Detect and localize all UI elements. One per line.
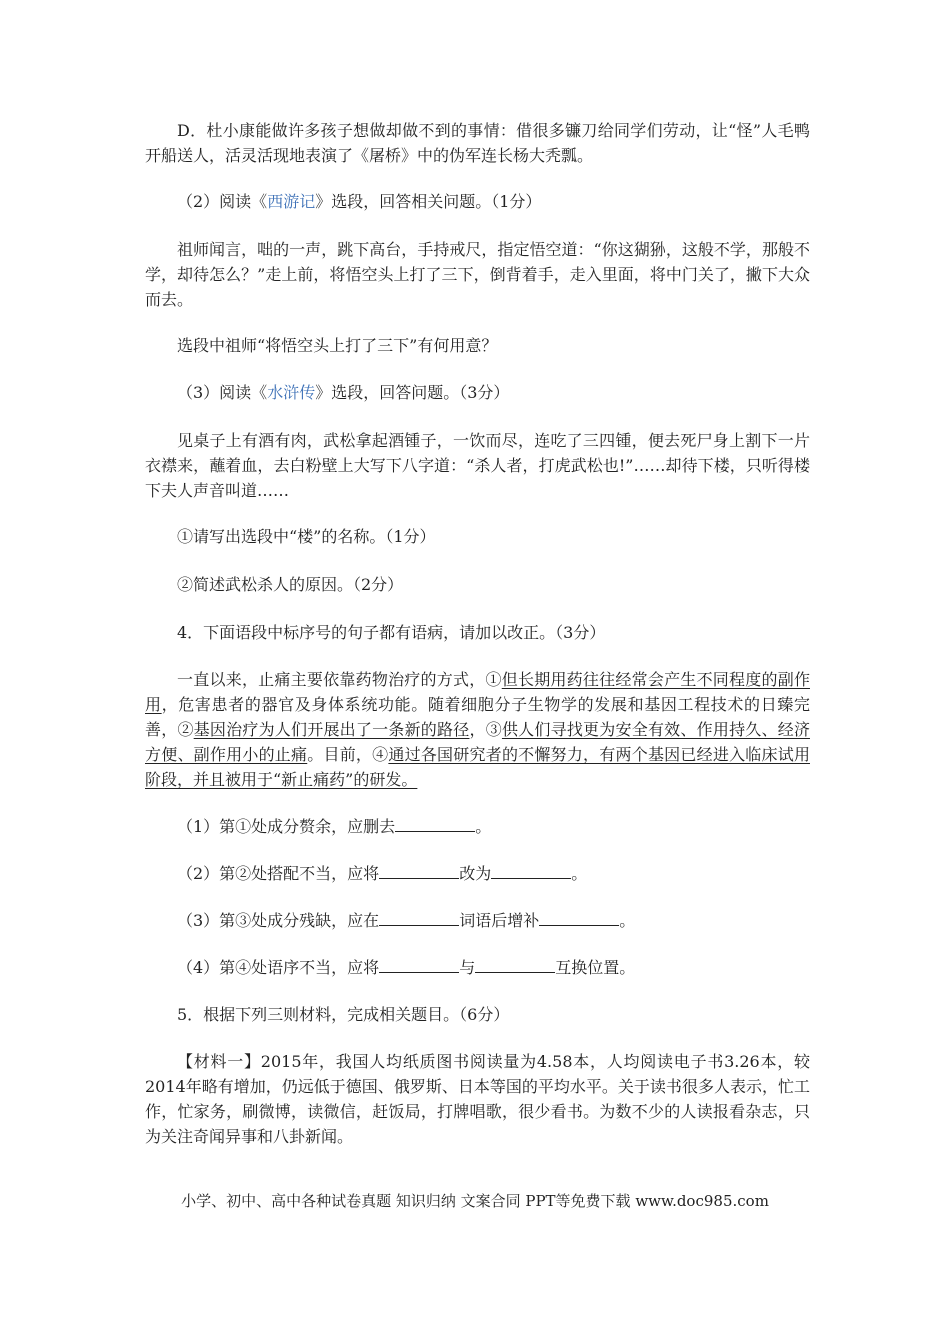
q4-sub-3-end: 。 <box>619 911 636 930</box>
q4-sub-1-end: 。 <box>475 817 492 836</box>
answer-blank[interactable] <box>379 924 459 926</box>
q4-sub-3-text: （3）第③处成分残缺，应在 <box>177 911 380 930</box>
shuihu-passage: 见桌子上有酒有肉，武松拿起酒锺子，一饮而尽，连吃了三四锺，便去死尸身上割下一片衣襟来，蘸着血，去白粉壁上大写下八字道：“杀人者，打虎武松也!”……却待下楼，只听得楼下夫人声音叫道…… <box>145 431 810 500</box>
q4-sub-2 <box>145 861 810 886</box>
q4-sentence-1: 但长期用药往往经常会产生不同程度的副作用 <box>145 670 810 714</box>
q4-sub-1 <box>145 814 810 839</box>
answer-blank[interactable] <box>395 830 475 832</box>
answer-blank[interactable] <box>475 971 555 973</box>
q4-text-2: ，危害患者的器官及身体系统功能。随着细胞分子生物学的发展和基因工程技术的日臻完善，② <box>145 695 810 739</box>
question-4-paragraph <box>145 667 810 792</box>
q3-prefix: （3）阅读《 <box>177 383 268 402</box>
q4-text-3: ，③ <box>469 720 502 739</box>
q2-suffix: 》选段，回答相关问题。（1分） <box>315 192 542 211</box>
q4-sentence-3: 供人们寻找更为安全有效、作用持久、经济方便、副作用小的止痛 <box>145 720 810 764</box>
q4-sub-2-text: （2）第②处搭配不当，应将 <box>177 864 380 883</box>
q4-sub-2-mid: 改为 <box>459 864 492 883</box>
answer-blank[interactable] <box>491 877 571 879</box>
shuihu-question-1: ①请写出选段中“楼”的名称。（1分） <box>177 527 436 546</box>
page-footer: 小学、初中、高中各种试卷真题 知识归纳 文案合同 PPT等免费下载 www.doc985.com <box>181 1192 769 1210</box>
material-1: 【材料一】2015年，我国人均纸质图书阅读量为4.58本，人均阅读电子书3.26本，较2014年略有增加，仍远低于德国、俄罗斯、日本等国的平均水平。关于读书很多人表示，忙工作，忙家务，刷微博，读微信，赶饭局，打牌唱歌，很少看书。为数不少的人读报看杂志，只为关注奇闻异事和八卦新闻。 <box>145 1052 810 1146</box>
q4-sub-4-mid: 与 <box>459 958 476 977</box>
shuihu-question-2: ②简述武松杀人的原因。（2分） <box>177 575 404 594</box>
xiyouji-question: 选段中祖师“将悟空头上打了三下”有何用意？ <box>177 336 498 355</box>
xiyouji-passage: 祖师闻言，咄的一声，跳下高台，手持戒尺，指定悟空道：“你这猢狲，这般不学，那般不学，却待怎么？”走上前，将悟空头上打了三下，倒背着手，走入里面，将中门关了，撇下大众而去。 <box>145 240 810 309</box>
question-2-title <box>145 189 810 214</box>
option-d: D．杜小康能做许多孩子想做却做不到的事情：借很多镰刀给同学们劳动，让“怪”人毛鸭开船送人，活灵活现地表演了《屠桥》中的伪军连长杨大秃瓢。 <box>145 121 810 165</box>
q4-text-4: 。目前，④ <box>307 745 389 764</box>
answer-blank[interactable] <box>539 924 619 926</box>
question-3-title <box>145 380 810 405</box>
answer-blank[interactable] <box>379 971 459 973</box>
q4-sentence-2: 基因治疗为人们开展出了一条新的路径 <box>193 720 470 739</box>
q4-sentence-4: 通过各国研究者的不懈努力，有两个基因已经进入临床试用阶段，并且被用于“新止痛药”的研发。 <box>145 745 810 789</box>
q2-prefix: （2）阅读《 <box>177 192 268 211</box>
q4-sub-2-end: 。 <box>571 864 588 883</box>
q4-sub-3 <box>145 908 810 933</box>
q4-text-1: 一直以来，止痛主要依靠药物治疗的方式，① <box>177 670 502 689</box>
answer-blank[interactable] <box>379 877 459 879</box>
question-4-title: 4．下面语段中标序号的句子都有语病，请加以改正。（3分） <box>177 623 606 642</box>
shuihuzhuan-link[interactable]: 水浒传 <box>267 383 316 402</box>
q4-sub-3-mid: 词语后增补 <box>459 911 540 930</box>
q4-sub-4 <box>145 955 810 980</box>
q3-suffix: 》选段，回答问题。（3分） <box>315 383 510 402</box>
xiyouji-link[interactable]: 西游记 <box>267 192 316 211</box>
q4-sub-4-end: 互换位置。 <box>555 958 636 977</box>
q4-sub-4-text: （4）第④处语序不当，应将 <box>177 958 380 977</box>
question-5-title: 5．根据下列三则材料，完成相关题目。（6分） <box>177 1005 510 1024</box>
q4-sub-1-text: （1）第①处成分赘余，应删去 <box>177 817 396 836</box>
